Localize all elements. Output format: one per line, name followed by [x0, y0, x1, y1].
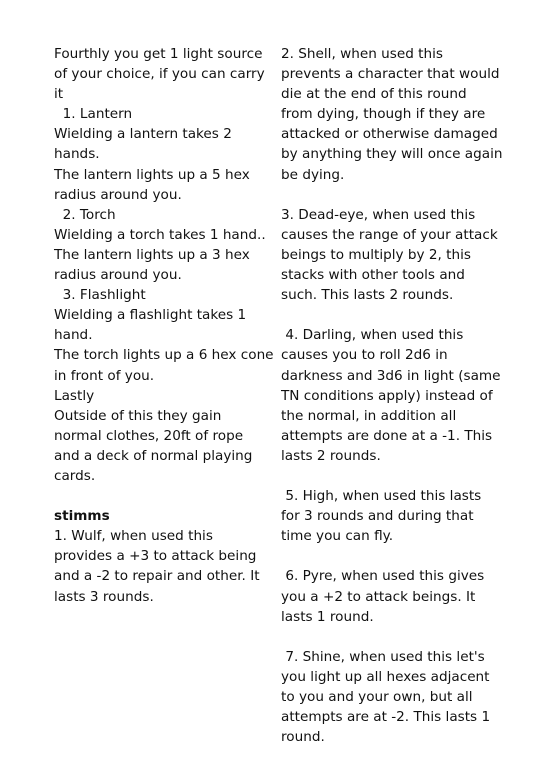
text-line: it: [54, 86, 64, 103]
text-line: attempts are done at a -1. This: [281, 427, 493, 444]
text-line: the normal, in addition all: [281, 407, 457, 424]
text-line: lasts 3 rounds.: [54, 588, 154, 605]
right-column: [281, 44, 503, 747]
text-line: cards.: [54, 467, 96, 484]
text-line: hand.: [54, 327, 93, 344]
text-line: and a -2 to repair and other. It: [54, 568, 260, 585]
text-line: for 3 rounds and during that: [281, 508, 474, 525]
text-line: attacked or otherwise damaged: [281, 126, 498, 143]
text-line: Wielding a torch takes 1 hand..: [54, 226, 266, 243]
text-line: TN conditions apply) instead of: [281, 387, 493, 404]
text-line: attempts are at -2. This lasts 1: [281, 709, 491, 726]
text-line: be dying.: [281, 166, 345, 183]
text-line: lasts 1 round.: [281, 608, 374, 625]
text-line: Wielding a flashlight takes 1: [54, 307, 247, 324]
text-line: lasts 2 rounds.: [281, 447, 381, 464]
blank-line: [281, 627, 503, 647]
text-line: darkness and 3d6 in light (same: [281, 367, 501, 384]
text-line: radius around you.: [54, 267, 182, 284]
text-line: Wielding a lantern takes 2: [54, 126, 232, 143]
text-line: hands.: [54, 146, 100, 163]
text-line: Lastly: [54, 387, 95, 404]
blank-line: [54, 486, 272, 506]
text-line: in front of you.: [54, 367, 155, 384]
text-line: 2. Shell, when used this: [281, 46, 443, 62]
text-line: by anything they will once again: [281, 146, 503, 163]
blank-line: [281, 185, 503, 205]
text-line: stacks with other tools and: [281, 267, 465, 284]
text-line: provides a +3 to attack being: [54, 548, 257, 565]
text-line: from dying, though if they are: [281, 106, 486, 123]
text-line: 5. High, when used this lasts: [281, 488, 482, 505]
text-line: you a +2 to attack beings. It: [281, 588, 476, 605]
text-line: normal clothes, 20ft of rope: [54, 427, 244, 444]
text-line: 1. Lantern: [54, 106, 133, 123]
text-line: 2. Torch: [54, 206, 116, 223]
text-line: to you and your own, but all: [281, 689, 473, 705]
text-line: 1. Wulf, when used this: [54, 528, 213, 545]
text-line: beings to multiply by 2, this: [281, 246, 471, 263]
text-line: Fourthly you get 1 light source: [54, 46, 263, 62]
text-line: such. This lasts 2 rounds.: [281, 287, 454, 304]
text-line: radius around you.: [54, 186, 182, 203]
left-column: [54, 44, 272, 607]
text-line: 3. Flashlight: [54, 287, 146, 304]
blank-line: [281, 305, 503, 325]
text-line: 7. Shine, when used this let's: [281, 648, 485, 665]
text-line: and a deck of normal playing: [54, 447, 253, 464]
text-line: Outside of this they gain: [54, 407, 222, 424]
section-heading: stimms: [54, 508, 110, 525]
blank-line: [281, 466, 503, 486]
text-line: 4. Darling, when used this: [281, 327, 464, 344]
text-line: of your choice, if you can carry: [54, 66, 265, 83]
text-line: causes you to roll 2d6 in: [281, 347, 448, 364]
text-line: The lantern lights up a 3 hex: [54, 246, 250, 263]
text-line: die at the end of this round: [281, 86, 467, 103]
text-line: 3. Dead-eye, when used this: [281, 206, 476, 223]
text-line: The torch lights up a 6 hex cone: [54, 347, 274, 364]
text-line: you light up all hexes adjacent: [281, 668, 490, 685]
text-line: prevents a character that would: [281, 66, 500, 83]
text-line: The lantern lights up a 5 hex: [54, 166, 250, 183]
blank-line: [281, 546, 503, 566]
text-line: 6. Pyre, when used this gives: [281, 568, 485, 585]
text-line: round.: [281, 729, 325, 746]
text-line: time you can fly.: [281, 528, 394, 545]
text-line: causes the range of your attack: [281, 226, 498, 243]
